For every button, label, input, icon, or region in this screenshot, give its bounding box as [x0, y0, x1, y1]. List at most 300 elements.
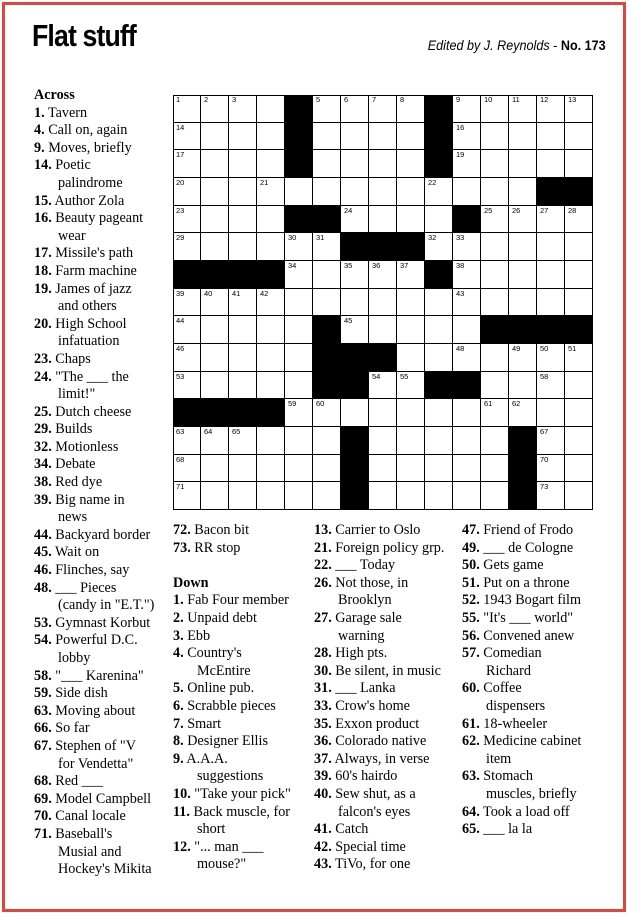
cell-number: 2 — [204, 95, 209, 104]
black-square — [369, 233, 397, 261]
clue-text-continued: infatuation — [58, 333, 120, 350]
grid-cell[interactable] — [565, 123, 593, 151]
clue-text: Unpaid debt — [187, 609, 257, 626]
grid-cell[interactable] — [201, 178, 229, 206]
clue — [34, 492, 170, 527]
clue-text-continued: Richard — [486, 662, 531, 679]
grid-cell[interactable] — [537, 233, 565, 261]
grid-cell[interactable] — [397, 344, 425, 372]
cell-number: 46 — [176, 344, 185, 353]
grid-cell[interactable] — [537, 123, 565, 151]
grid-cell[interactable] — [481, 123, 509, 151]
grid-cell[interactable] — [229, 372, 257, 400]
grid-cell[interactable] — [341, 316, 369, 344]
grid-cell[interactable] — [285, 399, 313, 427]
grid-cell[interactable] — [173, 206, 201, 234]
grid-cell[interactable] — [425, 178, 453, 206]
black-square — [313, 344, 341, 372]
grid-cell[interactable] — [257, 233, 285, 261]
grid-cell[interactable] — [285, 289, 313, 317]
clue-number: 26. — [314, 574, 332, 591]
grid-cell[interactable] — [285, 178, 313, 206]
clue — [173, 628, 313, 646]
clue-list — [314, 522, 464, 874]
clue-text-continued: Brooklyn — [338, 592, 392, 609]
grid-cell[interactable] — [481, 261, 509, 289]
grid-cell[interactable] — [257, 372, 285, 400]
grid-cell[interactable] — [537, 289, 565, 317]
clue-number: 52. — [462, 592, 480, 609]
grid-cell[interactable] — [229, 150, 257, 178]
grid-cell[interactable] — [341, 289, 369, 317]
grid-cell[interactable] — [313, 178, 341, 206]
grid-cell[interactable] — [369, 482, 397, 510]
clue — [34, 474, 170, 492]
clue-text: High School — [55, 315, 127, 332]
grid-cell[interactable] — [509, 399, 537, 427]
grid-cell[interactable] — [509, 261, 537, 289]
grid-cell[interactable] — [453, 455, 481, 483]
grid-cell[interactable] — [229, 95, 257, 123]
grid-cell[interactable] — [453, 289, 481, 317]
cell-number: 6 — [344, 95, 349, 104]
grid-cell[interactable] — [453, 482, 481, 510]
grid-cell[interactable] — [369, 178, 397, 206]
grid-cell[interactable] — [173, 427, 201, 455]
clue-text: Model Campbell — [55, 790, 152, 807]
cell-number: 16 — [456, 122, 465, 132]
grid-cell[interactable] — [509, 206, 537, 234]
grid-cell[interactable] — [201, 372, 229, 400]
grid-cell[interactable] — [397, 482, 425, 510]
black-square — [201, 399, 229, 427]
cell-number: 29 — [176, 233, 185, 243]
grid-cell[interactable] — [425, 344, 453, 372]
grid-cell[interactable] — [201, 233, 229, 261]
grid-cell[interactable] — [481, 206, 509, 234]
clue — [314, 821, 464, 839]
clue — [462, 680, 612, 715]
cell-number: 19 — [456, 150, 465, 160]
grid-cell[interactable] — [537, 344, 565, 372]
grid-cell[interactable] — [257, 206, 285, 234]
clue — [34, 281, 170, 316]
grid-cell[interactable] — [397, 427, 425, 455]
black-square — [313, 206, 341, 234]
grid-cell[interactable] — [229, 455, 257, 483]
grid-cell[interactable] — [397, 123, 425, 151]
grid-cell[interactable] — [453, 95, 481, 123]
black-square — [285, 95, 313, 123]
grid-cell[interactable] — [397, 178, 425, 206]
grid-cell[interactable] — [481, 233, 509, 261]
grid-cell[interactable] — [369, 455, 397, 483]
black-square — [509, 455, 537, 483]
cell-number: 25 — [484, 205, 493, 215]
grid-cell[interactable] — [313, 427, 341, 455]
grid-cell[interactable] — [369, 206, 397, 234]
grid-cell[interactable] — [229, 482, 257, 510]
grid-cell[interactable] — [173, 233, 201, 261]
grid-cell[interactable] — [173, 372, 201, 400]
grid-cell[interactable] — [229, 427, 257, 455]
grid-cell[interactable] — [397, 95, 425, 123]
grid-cell[interactable] — [341, 150, 369, 178]
clue — [34, 421, 170, 439]
grid-cell[interactable] — [257, 95, 285, 123]
grid-cell[interactable] — [537, 95, 565, 123]
clue-number: 10. — [173, 785, 191, 802]
grid-cell[interactable] — [481, 178, 509, 206]
grid-cell[interactable] — [397, 316, 425, 344]
grid-cell[interactable] — [397, 289, 425, 317]
clue-text: So far — [55, 720, 90, 737]
cell-number: 73 — [540, 482, 549, 492]
clue — [462, 540, 612, 558]
grid-cell[interactable] — [397, 261, 425, 289]
grid-cell[interactable] — [313, 123, 341, 151]
grid-cell[interactable] — [341, 123, 369, 151]
cell-number: 22 — [428, 178, 437, 187]
clue-text: ___ Lanka — [335, 680, 396, 697]
grid-cell[interactable] — [565, 289, 593, 317]
clue — [34, 316, 170, 351]
cell-number: 35 — [344, 261, 353, 270]
grid-cell[interactable] — [201, 316, 229, 344]
black-square — [397, 233, 425, 261]
cell-number: 37 — [400, 261, 409, 270]
clue-number: 25. — [34, 403, 52, 420]
grid-cell[interactable] — [173, 482, 201, 510]
black-square — [425, 261, 453, 289]
grid-cell[interactable] — [173, 316, 201, 344]
grid-cell[interactable] — [537, 399, 565, 427]
grid-cell[interactable] — [173, 344, 201, 372]
cell-number: 61 — [484, 399, 493, 409]
clue-text: Medicine cabinet — [483, 733, 582, 750]
grid-cell[interactable] — [509, 372, 537, 400]
grid-cell[interactable] — [229, 123, 257, 151]
clue-number: 54. — [34, 632, 52, 649]
grid-cell[interactable] — [565, 455, 593, 483]
grid-cell[interactable] — [537, 482, 565, 510]
clue-text: Scrabble pieces — [187, 697, 276, 714]
grid-cell[interactable] — [313, 289, 341, 317]
clue-text: Wait on — [55, 544, 100, 561]
clue-number: 21. — [314, 539, 332, 556]
clue — [173, 698, 313, 716]
grid-cell[interactable] — [313, 455, 341, 483]
grid-cell[interactable] — [369, 372, 397, 400]
grid-cell[interactable] — [257, 150, 285, 178]
grid-cell[interactable] — [313, 482, 341, 510]
black-square — [341, 455, 369, 483]
grid-cell[interactable] — [397, 399, 425, 427]
grid-cell[interactable] — [369, 399, 397, 427]
puzzle-byline — [428, 37, 606, 53]
grid-cell[interactable] — [537, 372, 565, 400]
grid-cell[interactable] — [425, 427, 453, 455]
clue — [314, 610, 464, 645]
grid-cell[interactable] — [285, 233, 313, 261]
grid-cell[interactable] — [313, 233, 341, 261]
grid-cell[interactable] — [509, 150, 537, 178]
clue — [314, 645, 464, 663]
grid-cell[interactable] — [313, 399, 341, 427]
grid-cell[interactable] — [201, 344, 229, 372]
grid-cell[interactable] — [285, 344, 313, 372]
grid-cell[interactable] — [257, 427, 285, 455]
clue-number: 60. — [462, 680, 480, 697]
clue-text: Red ___ — [55, 773, 103, 790]
grid-cell[interactable] — [369, 123, 397, 151]
grid-cell[interactable] — [453, 316, 481, 344]
grid-cell[interactable] — [369, 316, 397, 344]
grid-cell[interactable] — [453, 178, 481, 206]
grid-cell[interactable] — [565, 150, 593, 178]
clue-text: Side dish — [55, 685, 108, 702]
grid-cell[interactable] — [509, 289, 537, 317]
clue-number: 69. — [34, 790, 52, 807]
grid-cell[interactable] — [201, 427, 229, 455]
grid-cell[interactable] — [537, 455, 565, 483]
clue-text: Debate — [55, 456, 96, 473]
clue — [462, 522, 612, 540]
grid-cell[interactable] — [201, 482, 229, 510]
grid-cell[interactable] — [313, 95, 341, 123]
grid-cell[interactable] — [341, 178, 369, 206]
clue — [34, 439, 170, 457]
grid-cell[interactable] — [565, 233, 593, 261]
grid-cell[interactable] — [201, 455, 229, 483]
clue-number: 57. — [462, 645, 480, 662]
clue — [34, 140, 170, 158]
grid-cell[interactable] — [453, 261, 481, 289]
grid-cell[interactable] — [369, 289, 397, 317]
clue-text: "... man ___ — [194, 838, 264, 855]
grid-cell[interactable] — [565, 344, 593, 372]
clue — [34, 685, 170, 703]
cell-number: 60 — [316, 399, 325, 409]
cell-number: 5 — [316, 95, 321, 104]
clue-number: 49. — [462, 539, 480, 556]
cell-number: 63 — [176, 427, 185, 436]
grid-cell[interactable] — [201, 95, 229, 123]
grid-cell[interactable] — [229, 344, 257, 372]
black-square — [453, 372, 481, 400]
clue-text-continued: (candy in "E.T.") — [58, 597, 155, 614]
grid-cell[interactable] — [397, 372, 425, 400]
grid-cell[interactable] — [173, 455, 201, 483]
grid-cell[interactable] — [481, 289, 509, 317]
clue — [314, 575, 464, 610]
grid-cell[interactable] — [397, 150, 425, 178]
grid-cell[interactable] — [201, 150, 229, 178]
grid-cell[interactable] — [425, 289, 453, 317]
clue-text: Back muscle, for — [193, 803, 291, 820]
grid-cell[interactable] — [425, 399, 453, 427]
black-square — [369, 344, 397, 372]
grid-cell[interactable] — [481, 372, 509, 400]
clue — [462, 610, 612, 628]
grid-cell[interactable] — [173, 178, 201, 206]
grid-cell[interactable] — [257, 289, 285, 317]
grid-cell[interactable] — [425, 316, 453, 344]
cell-number: 62 — [512, 399, 521, 409]
grid-cell[interactable] — [257, 455, 285, 483]
clues-column-3 — [314, 522, 464, 874]
clue-text-continued: Musial and — [58, 843, 122, 860]
grid-cell[interactable] — [537, 261, 565, 289]
grid-cell[interactable] — [341, 399, 369, 427]
black-square — [229, 261, 257, 289]
grid-cell[interactable] — [201, 123, 229, 151]
grid-cell[interactable] — [481, 427, 509, 455]
grid-cell[interactable] — [173, 123, 201, 151]
grid-cell[interactable] — [453, 123, 481, 151]
clue-number: 42. — [314, 838, 332, 855]
grid-cell[interactable] — [509, 123, 537, 151]
grid-cell[interactable] — [425, 482, 453, 510]
clue — [34, 632, 170, 667]
clue-text: Convened anew — [483, 627, 575, 644]
grid-cell[interactable] — [537, 427, 565, 455]
grid-cell[interactable] — [537, 206, 565, 234]
grid-cell[interactable] — [565, 206, 593, 234]
clue — [34, 157, 170, 192]
grid-cell[interactable] — [229, 316, 257, 344]
grid-cell[interactable] — [341, 261, 369, 289]
grid-cell[interactable] — [481, 150, 509, 178]
cell-number: 71 — [176, 482, 185, 492]
grid-cell[interactable] — [341, 206, 369, 234]
grid-cell[interactable] — [453, 427, 481, 455]
grid-cell[interactable] — [453, 233, 481, 261]
grid-cell[interactable] — [509, 178, 537, 206]
grid-cell[interactable] — [229, 233, 257, 261]
clue-text: 18-wheeler — [483, 715, 548, 732]
clue-text: "It's ___ world" — [483, 609, 574, 626]
grid-cell[interactable] — [453, 150, 481, 178]
clue-number: 67. — [34, 737, 52, 754]
grid-cell[interactable] — [565, 95, 593, 123]
cell-number: 30 — [288, 233, 297, 243]
clue — [34, 826, 170, 879]
grid-cell[interactable] — [369, 150, 397, 178]
black-square — [425, 150, 453, 178]
clue-text: Crow's home — [335, 697, 410, 714]
grid-cell[interactable] — [481, 455, 509, 483]
cell-number: 32 — [428, 233, 437, 243]
grid-cell[interactable] — [509, 95, 537, 123]
grid-cell[interactable] — [509, 344, 537, 372]
grid-cell[interactable] — [173, 289, 201, 317]
grid-cell[interactable] — [285, 372, 313, 400]
grid-cell[interactable] — [229, 206, 257, 234]
cell-number: 43 — [456, 288, 465, 298]
clue-text: Designer Ellis — [187, 733, 268, 750]
grid-cell[interactable] — [285, 455, 313, 483]
grid-cell[interactable] — [453, 399, 481, 427]
grid-cell[interactable] — [565, 261, 593, 289]
clue-number: 68. — [34, 773, 52, 790]
grid-cell[interactable] — [565, 372, 593, 400]
black-square — [341, 427, 369, 455]
clue-list — [462, 522, 612, 839]
clue-text: Tavern — [47, 104, 88, 121]
grid-cell[interactable] — [425, 206, 453, 234]
clue — [34, 773, 170, 791]
clue-text: Online pub. — [187, 680, 255, 697]
grid-cell[interactable] — [257, 482, 285, 510]
clue-number: 56. — [462, 627, 480, 644]
grid-cell[interactable] — [257, 316, 285, 344]
cell-number: 34 — [288, 261, 297, 270]
grid-cell[interactable] — [285, 316, 313, 344]
grid-cell[interactable] — [565, 482, 593, 510]
clue-number: 55. — [462, 609, 480, 626]
grid-cell[interactable] — [201, 289, 229, 317]
grid-cell[interactable] — [173, 95, 201, 123]
grid-cell[interactable] — [257, 123, 285, 151]
grid-cell[interactable] — [285, 261, 313, 289]
grid-cell[interactable] — [257, 344, 285, 372]
grid-cell[interactable] — [565, 399, 593, 427]
cell-number: 1 — [176, 95, 181, 104]
clue — [173, 804, 313, 839]
grid-cell[interactable] — [397, 455, 425, 483]
grid-cell[interactable] — [313, 261, 341, 289]
grid-cell[interactable] — [341, 95, 369, 123]
grid-cell[interactable] — [537, 150, 565, 178]
clue-number: 19. — [34, 280, 52, 297]
grid-cell[interactable] — [425, 455, 453, 483]
cell-number: 38 — [456, 261, 465, 270]
clue-text: Sew shut, as a — [335, 785, 416, 802]
clue-text: RR stop — [194, 539, 241, 556]
grid-cell[interactable] — [173, 150, 201, 178]
grid-cell[interactable] — [397, 206, 425, 234]
clue-number: 2. — [173, 609, 184, 626]
grid-cell[interactable] — [509, 233, 537, 261]
grid-cell[interactable] — [369, 95, 397, 123]
clue — [34, 210, 170, 245]
grid-cell[interactable] — [229, 289, 257, 317]
grid-cell[interactable] — [481, 482, 509, 510]
clue — [34, 615, 170, 633]
grid-cell[interactable] — [369, 427, 397, 455]
grid-cell[interactable] — [285, 482, 313, 510]
cell-number: 26 — [512, 205, 521, 215]
grid-cell[interactable] — [453, 344, 481, 372]
clue-number: 39. — [34, 491, 52, 508]
grid-cell[interactable] — [257, 178, 285, 206]
clue-number: 27. — [314, 609, 332, 626]
grid-cell[interactable] — [313, 150, 341, 178]
grid-cell[interactable] — [425, 233, 453, 261]
grid-cell[interactable] — [481, 344, 509, 372]
grid-cell[interactable] — [201, 206, 229, 234]
grid-cell[interactable] — [481, 399, 509, 427]
grid-cell[interactable] — [285, 427, 313, 455]
grid-cell[interactable] — [369, 261, 397, 289]
clue-text: Ebb — [187, 627, 211, 644]
grid-cell[interactable] — [565, 427, 593, 455]
grid-cell[interactable] — [481, 95, 509, 123]
clue-text: Friend of Frodo — [483, 522, 574, 538]
black-square — [285, 150, 313, 178]
grid-cell[interactable] — [229, 178, 257, 206]
